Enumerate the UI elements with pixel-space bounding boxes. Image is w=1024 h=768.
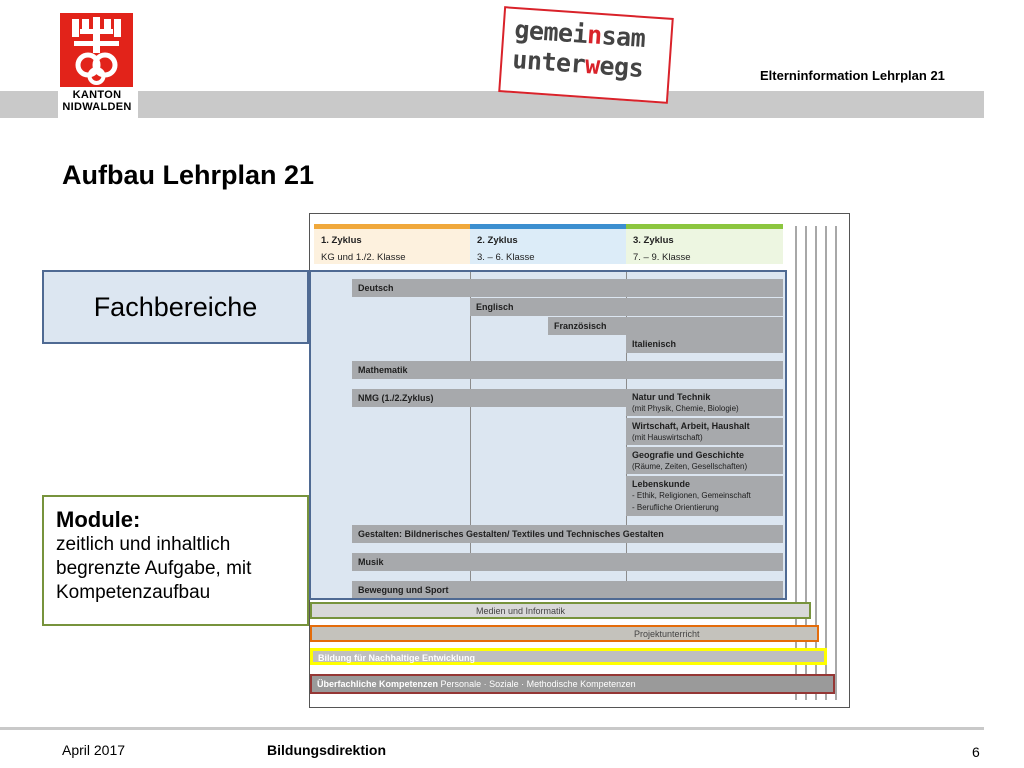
subject-wah-sub: (mit Hauswirtschaft) <box>632 433 703 442</box>
zyklus-2-header <box>470 224 626 264</box>
zyklus-3-title: 3. Zyklus <box>633 235 674 246</box>
fachbereiche-callout: Fachbereiche <box>42 270 309 344</box>
zyklus-3-range: 7. – 9. Klasse <box>633 252 691 263</box>
subject-mathematik: Mathematik <box>352 361 783 379</box>
page-number: 6 <box>972 744 980 760</box>
subject-englisch: Englisch <box>470 298 783 316</box>
key-emblem-icon <box>60 13 133 87</box>
subject-musik: Musik <box>352 553 783 571</box>
footer-bar <box>0 727 984 730</box>
zyklus-1-bar <box>314 224 470 229</box>
footer-date: April 2017 <box>62 742 126 758</box>
zyklus-2-range: 3. – 6. Klasse <box>477 252 535 263</box>
subject-gg-title: Geografie und Geschichte <box>632 450 745 460</box>
zyklus-2-bar <box>470 224 626 229</box>
ueberfach-details: Personale · Soziale · Methodische Kompetenzen <box>440 679 636 689</box>
subject-gg-sub: (Räume, Zeiten, Gesellschaften) <box>632 462 748 471</box>
band-ueberfachliche-kompetenzen <box>310 674 835 694</box>
subject-bewegung-und-sport: Bewegung und Sport <box>352 581 783 599</box>
module-callout-title: Module: <box>56 507 141 532</box>
ueberfach-title: Überfachliche Kompetenzen <box>317 679 439 689</box>
diagram-vline-5 <box>835 226 837 700</box>
zyklus-3-bar <box>626 224 783 229</box>
module-callout-line1: zeitlich und inhaltlich <box>56 534 231 555</box>
subject-deutsch: Deutsch <box>352 279 783 297</box>
zyklus-2-title: 2. Zyklus <box>477 235 518 246</box>
module-callout-line2: begrenzte Aufgabe, mit <box>56 558 252 579</box>
module-callout-line3: Kompetenzaufbau <box>56 582 211 603</box>
band-medien-und-informatik: Medien und Informatik <box>310 602 811 619</box>
zyklus-1-range: KG und 1./2. Klasse <box>321 252 406 263</box>
gemeinsam-unterwegs-stamp-logo <box>498 6 674 104</box>
canton-name-line1: KANTON <box>72 89 122 101</box>
canton-name <box>58 89 136 113</box>
band-bildung-nachhaltige-entwicklung: Bildung für Nachhaltige Entwicklung <box>310 648 827 665</box>
header-document-title: Elterninformation Lehrplan 21 <box>760 68 945 83</box>
subject-nt-title: Natur und Technik <box>632 392 711 402</box>
canton-coat-of-arms <box>60 13 133 87</box>
diagram-vline-4 <box>825 226 827 700</box>
stamp-line-1: gemeinsam <box>513 14 647 54</box>
fachbereiche-outline <box>309 270 787 600</box>
subject-lk-sub2: - Berufliche Orientierung <box>632 503 719 512</box>
header-bar-left <box>0 91 58 118</box>
slide-title: Aufbau Lehrplan 21 <box>62 160 315 190</box>
subject-nt-sub: (mit Physik, Chemie, Biologie) <box>632 404 739 413</box>
zyklus-1-header <box>314 224 470 264</box>
subject-italienisch: Italienisch <box>626 335 783 353</box>
module-callout <box>42 495 309 626</box>
subject-lk-title: Lebenskunde <box>632 479 691 489</box>
canton-name-line2: NIDWALDEN <box>62 101 132 113</box>
zyklus-3-header <box>626 224 783 264</box>
stamp-line-2: unterwegs <box>511 44 645 83</box>
subject-gestalten: Gestalten: Bildnerisches Gestalten/ Textiles und Technisches Gestalten <box>352 525 783 543</box>
subject-wah-title: Wirtschaft, Arbeit, Haushalt <box>632 421 750 431</box>
band-projektunterricht: Projektunterricht <box>310 625 819 642</box>
zyklus-1-title: 1. Zyklus <box>321 235 362 246</box>
subject-nmg: NMG (1./2.Zyklus) <box>352 389 626 407</box>
subject-lk-sub1: - Ethik, Religionen, Gemeinschaft <box>632 491 751 500</box>
footer-department: Bildungsdirektion <box>267 742 386 758</box>
subject-franzoesisch: Französisch <box>548 317 783 335</box>
